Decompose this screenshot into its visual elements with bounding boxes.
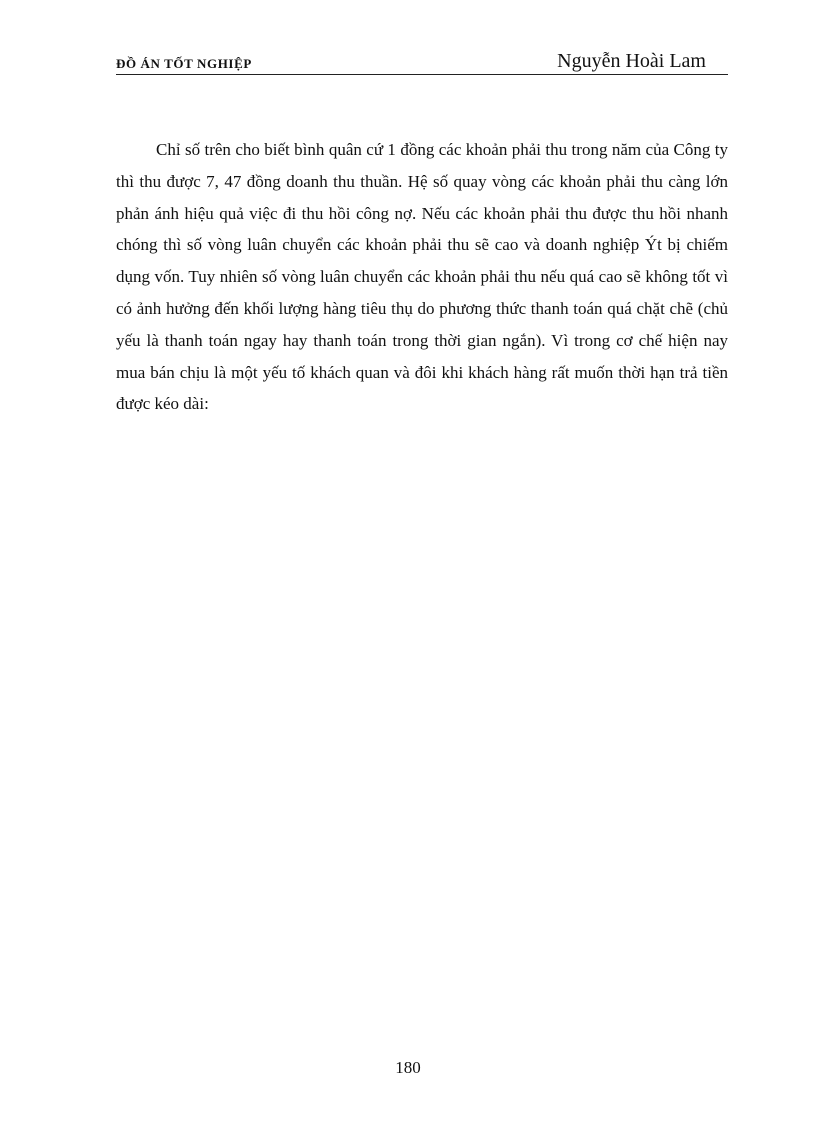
header-title: ĐỒ ÁN TỐT NGHIỆP bbox=[116, 56, 252, 71]
header-author: Nguyễn Hoài Lam bbox=[557, 50, 706, 72]
page-header bbox=[116, 46, 728, 75]
body-paragraph: Chỉ số trên cho biết bình quân cứ 1 đồng các khoản phải thu trong năm của Công ty thì thu được 7, 47 đồng doanh thu thuần. Hệ số quay vòng các khoản phải thu càng lớn phản ánh hiệu quả việc đi thu hồi công nợ. Nếu các khoản phải thu được thu hồi nhanh chóng thì số vòng luân chuyển các khoản phải thu sẽ cao và doanh nghiệp Ýt bị chiếm dụng vốn. Tuy nhiên số vòng luân chuyển các khoản phải thu nếu quá cao sẽ không tốt vì có ảnh hưởng đến khối lượng hàng tiêu thụ do phương thức thanh toán quá chặt chẽ (chủ yếu là thanh toán ngay hay thanh toán trong thời gian ngắn). Vì trong cơ chế hiện nay mua bán chịu là một yếu tố khách quan và đôi khi khách hàng rất muốn thời hạn trả tiền được kéo dài: bbox=[116, 140, 728, 414]
page-number: 180 bbox=[395, 1058, 421, 1077]
